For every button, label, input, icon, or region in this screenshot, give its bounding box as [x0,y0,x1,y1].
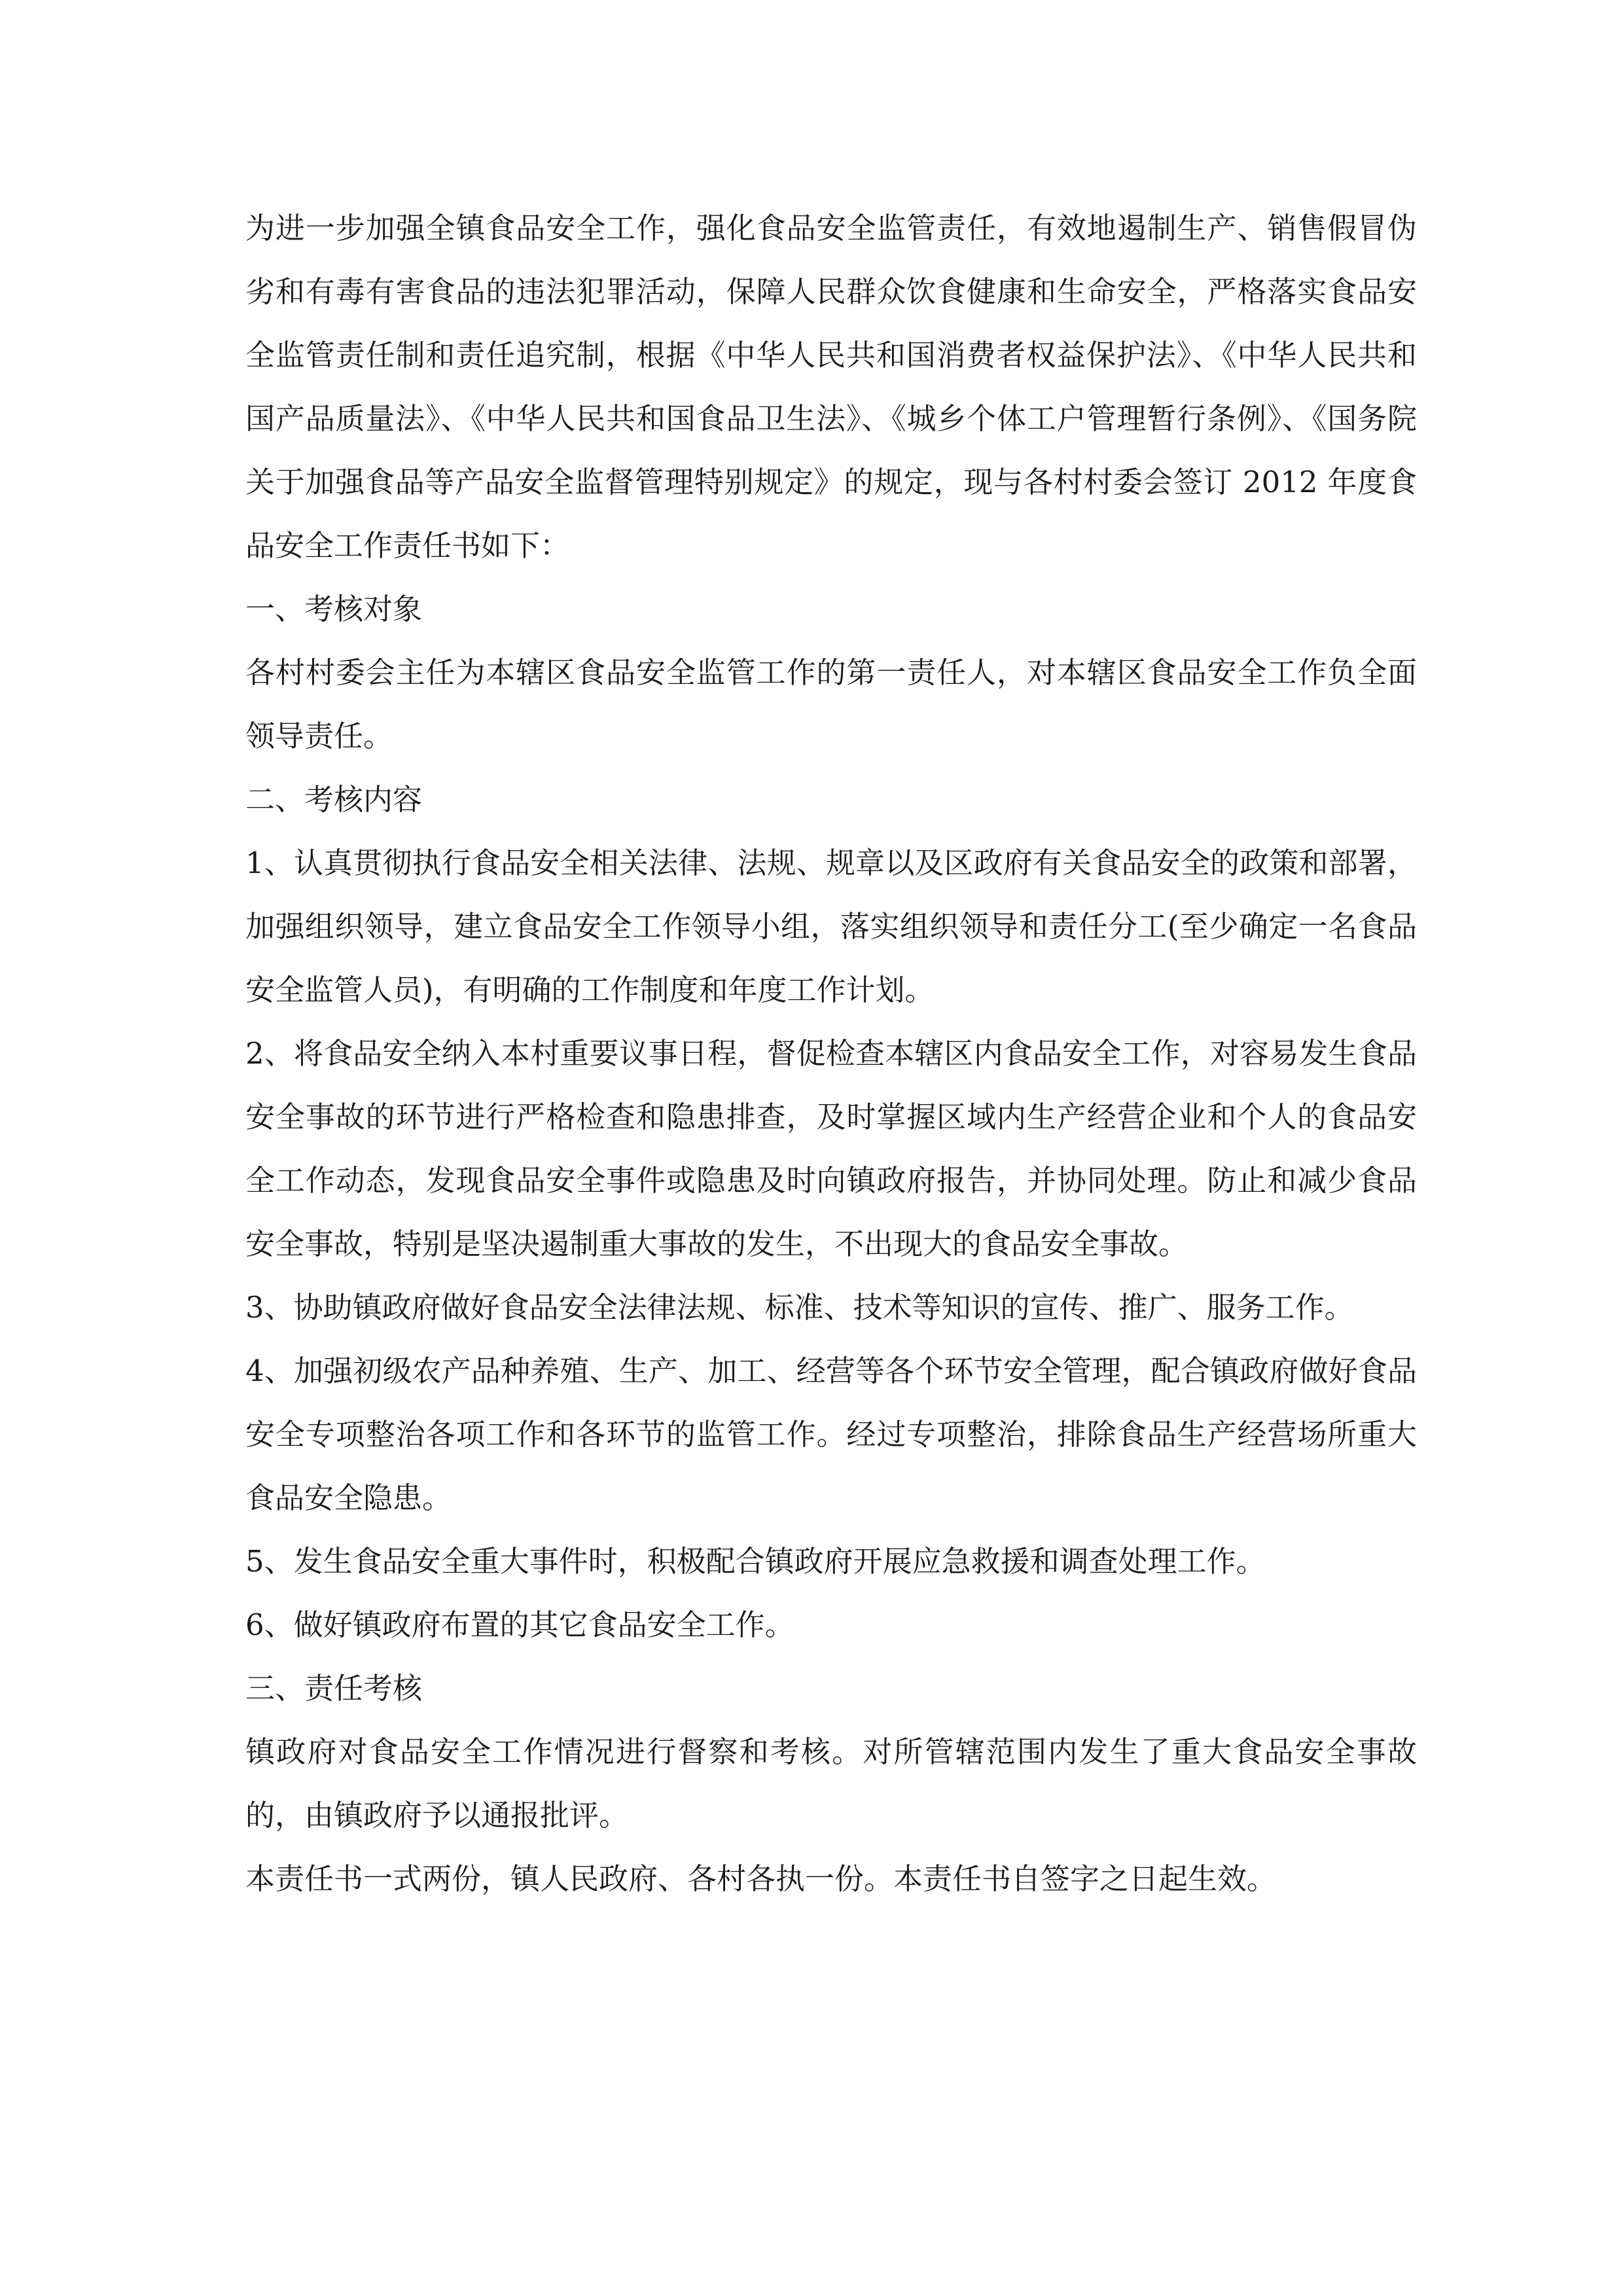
intro-paragraph: 为进一步加强全镇食品安全工作，强化食品安全监管责任，有效地遏制生产、销售假冒伪劣和有毒有害食品的违法犯罪活动，保障人民群众饮食健康和生命安全，严格落实食品安全监管责任制和责任追究制，根据《中华人民共和国消费者权益保护法》、《中华人民共和国产品质量法》、《中华人民共和国食品卫生法》、《城乡个体工户管理暂行条例》、《国务院关于加强食品等产品安全监督管理特别规定》的规定，现与各村村委会签订 2012 年度食品安全工作责任书如下： [245,211,1417,563]
responsibility-paragraph: 镇政府对食品安全工作情况进行督察和考核。对所管辖范围内发生了重大食品安全事故的，由镇政府予以通报批评。 [245,1734,1417,1833]
content-item-4: 4、加强初级农产品种养殖、生产、加工、经营等各个环节安全管理，配合镇政府做好食品安全专项整治各项工作和各环节的监管工作。经过专项整治，排除食品生产经营场所重大食品安全隐患。 [245,1354,1417,1515]
assessment-target-paragraph: 各村村委会主任为本辖区食品安全监管工作的第一责任人，对本辖区食品安全工作负全面领导责任。 [245,655,1417,753]
section-heading-responsibility: 三、责任考核 [245,1671,423,1706]
closing-paragraph: 本责任书一式两份，镇人民政府、各村各执一份。本责任书自签字之日起生效。 [245,1861,1277,1896]
content-item-1: 1、认真贯彻执行食品安全相关法律、法规、规章以及区政府有关食品安全的政策和部署，加强组织领导，建立食品安全工作领导小组，落实组织领导和责任分工(至少确定一名食品安全监管人员)，有明确的工作制度和年度工作计划。 [245,846,1417,1007]
content-item-2: 2、将食品安全纳入本村重要议事日程，督促检查本辖区内食品安全工作，对容易发生食品安全事故的环节进行严格检查和隐患排查，及时掌握区域内生产经营企业和个人的食品安全工作动态，发现食品安全事件或隐患及时向镇政府报告，并协同处理。防止和减少食品安全事故，特别是坚决遏制重大事故的发生，不出现大的食品安全事故。 [245,1036,1417,1261]
content-item-5: 5、发生食品安全重大事件时，积极配合镇政府开展应急救援和调查处理工作。 [245,1544,1266,1579]
content-item-3: 3、协助镇政府做好食品安全法律法规、标准、技术等知识的宣传、推广、服务工作。 [245,1290,1354,1325]
section-heading-assessment-content: 二、考核内容 [245,782,423,817]
section-heading-assessment-target: 一、考核对象 [245,592,423,626]
document-body [245,196,1417,1910]
content-item-6: 6、做好镇政府布置的其它食品安全工作。 [245,1607,794,1642]
